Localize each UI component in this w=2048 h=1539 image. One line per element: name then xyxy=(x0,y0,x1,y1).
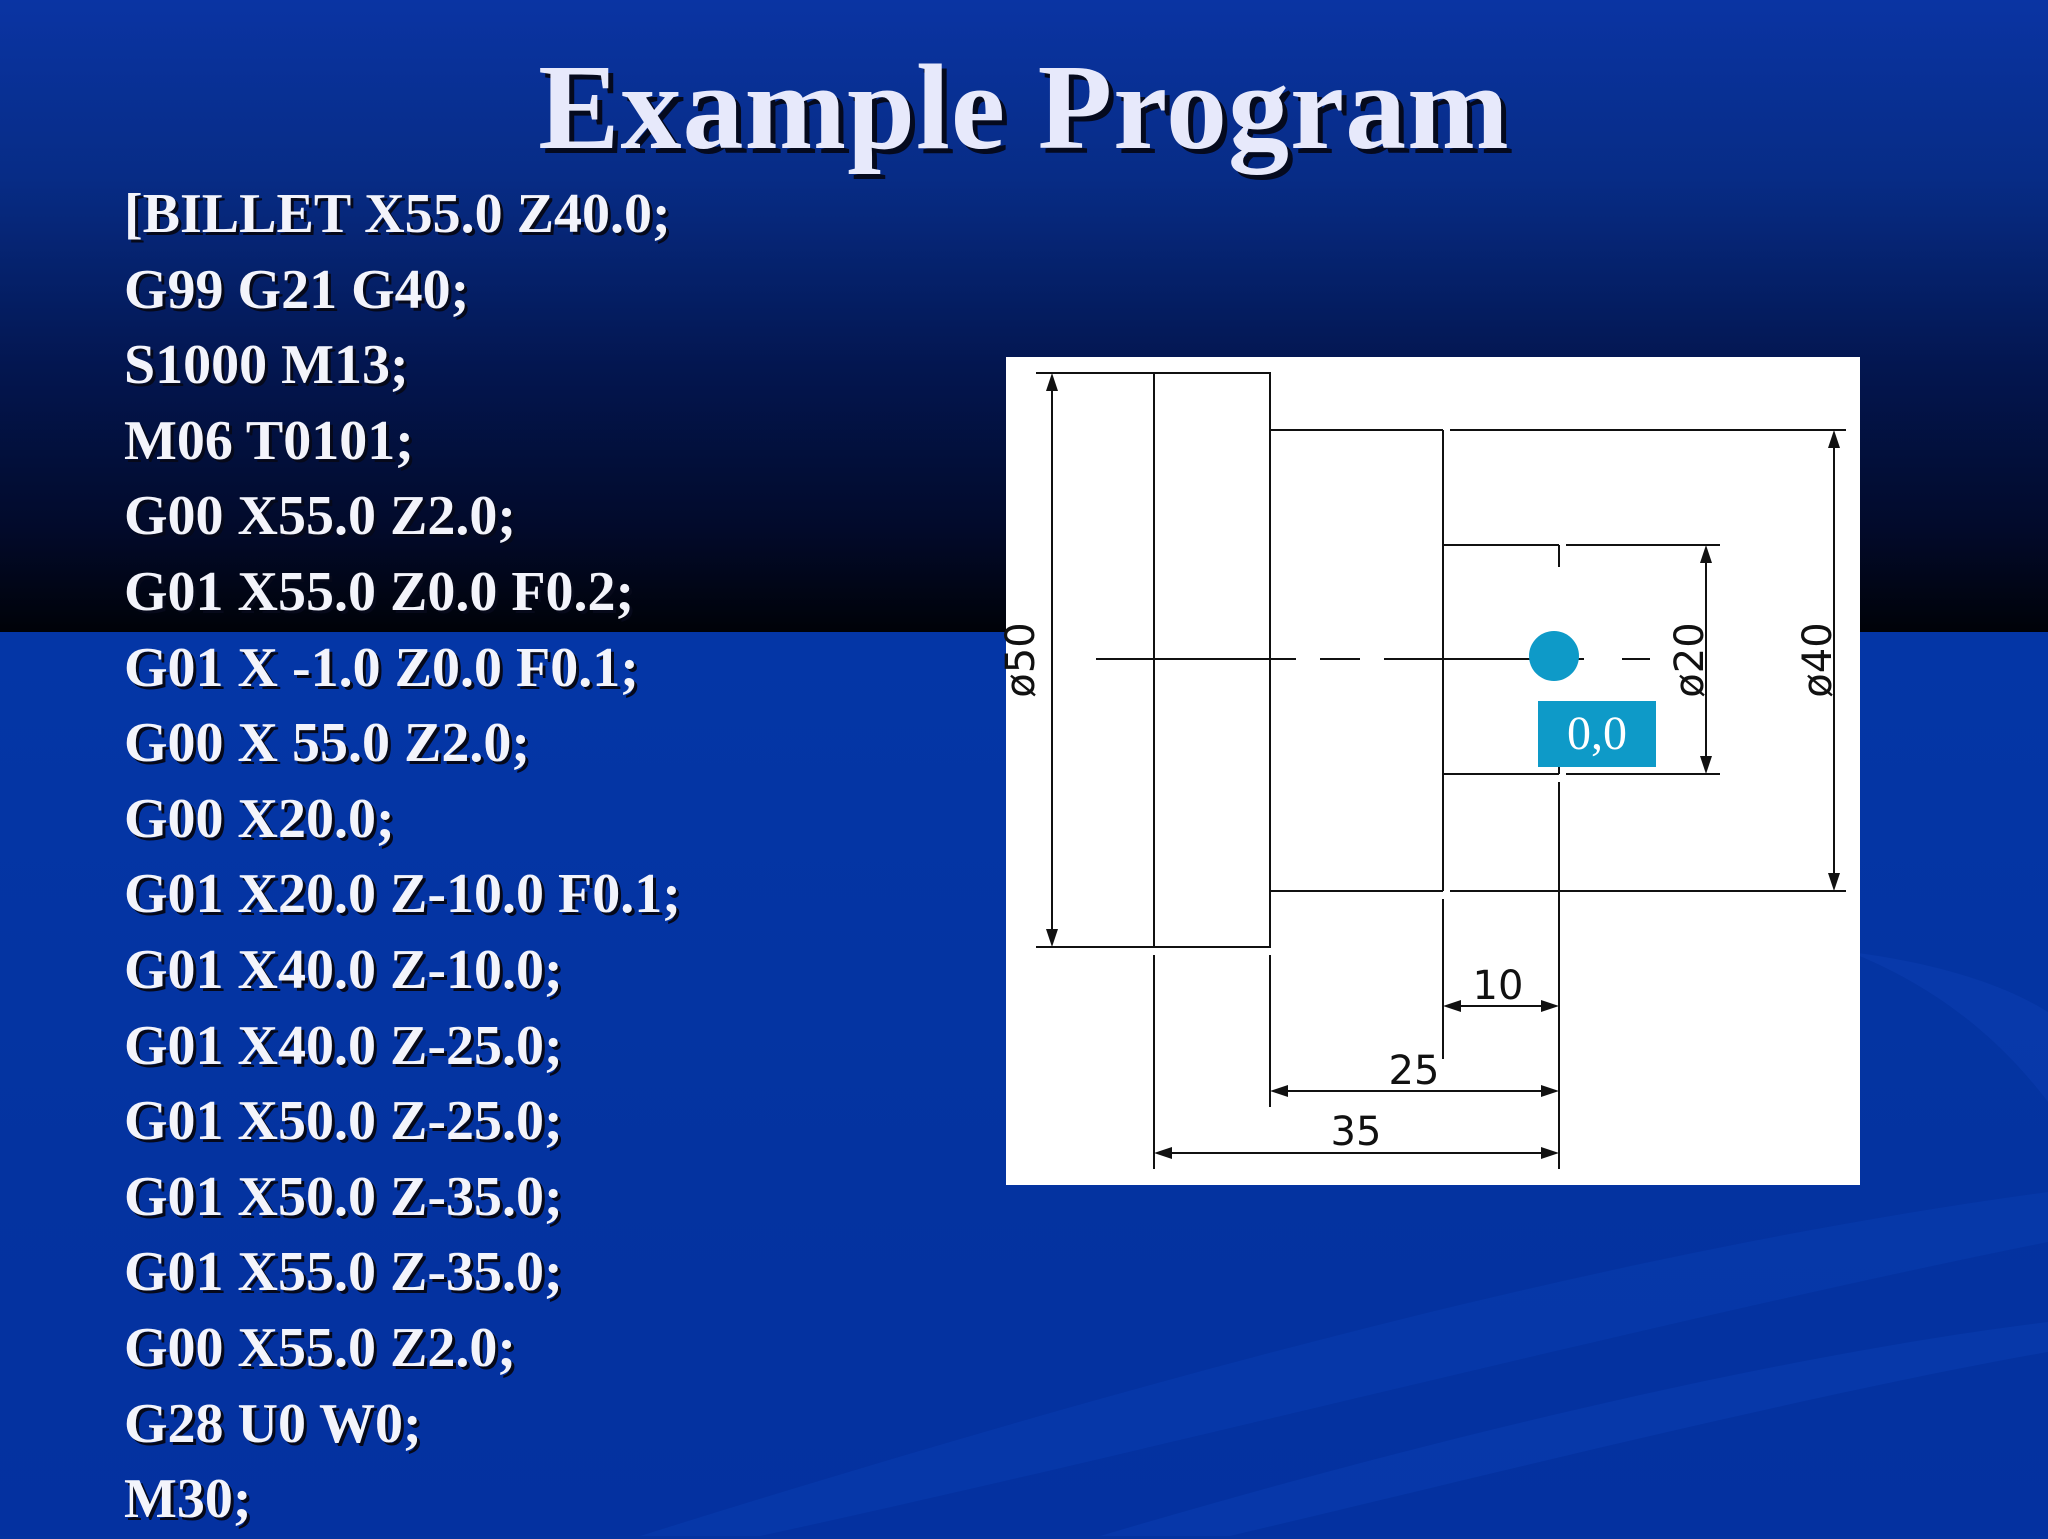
code-line: G00 X20.0; xyxy=(124,787,395,850)
code-line: G00 X55.0 Z2.0; xyxy=(124,485,516,548)
arrowhead xyxy=(1270,1085,1288,1097)
part-outline xyxy=(1036,373,1846,1169)
arrowhead xyxy=(1700,545,1712,563)
code-line: G01 X -1.0 Z0.0 F0.1; xyxy=(124,636,639,699)
arrowhead xyxy=(1046,373,1058,391)
dimension-label-25: 25 xyxy=(1388,1048,1440,1094)
code-line: G01 X50.0 Z-25.0; xyxy=(124,1090,563,1153)
arrowhead xyxy=(1443,1000,1461,1012)
arrowhead xyxy=(1828,430,1840,448)
origin-marker xyxy=(1529,631,1579,681)
code-line: G01 X20.0 Z-10.0 F0.1; xyxy=(124,863,681,926)
dimension-label-dia20: ø20 xyxy=(1667,622,1713,698)
code-line: S1000 M13; xyxy=(124,334,409,397)
origin-label: 0,0 xyxy=(1567,707,1627,760)
arrowhead xyxy=(1541,1000,1559,1012)
arrowhead xyxy=(1541,1085,1559,1097)
code-line: G00 X 55.0 Z2.0; xyxy=(124,712,530,775)
code-line: G99 G21 G40; xyxy=(124,258,470,321)
arrowhead xyxy=(1828,873,1840,891)
arrowhead xyxy=(1046,929,1058,947)
part-drawing-svg xyxy=(998,357,1860,1185)
dimension-label-10: 10 xyxy=(1472,963,1524,1009)
g-code-program-list xyxy=(124,178,681,1539)
code-line: [BILLET X55.0 Z40.0; xyxy=(124,183,671,245)
technical-drawing-panel xyxy=(998,357,1860,1185)
arrowhead xyxy=(1541,1147,1559,1159)
code-line: G01 X40.0 Z-25.0; xyxy=(124,1014,563,1077)
code-line: G00 X55.0 Z2.0; xyxy=(124,1316,516,1379)
code-line: G01 X55.0 Z-35.0; xyxy=(124,1241,563,1304)
slide-title: Example Program xyxy=(538,40,1510,175)
code-line: G01 X55.0 Z0.0 F0.2; xyxy=(124,560,635,623)
dimension-label-35: 35 xyxy=(1330,1109,1382,1155)
code-line: G01 X50.0 Z-35.0; xyxy=(124,1165,563,1228)
code-line: M06 T0101; xyxy=(124,409,414,472)
arrowhead xyxy=(1154,1147,1172,1159)
dimension-label-dia50: ø50 xyxy=(998,622,1044,698)
code-line: G01 X40.0 Z-10.0; xyxy=(124,938,563,1001)
arrowhead xyxy=(1700,756,1712,774)
code-line: G28 U0 W0; xyxy=(124,1392,422,1455)
dimension-label-dia40: ø40 xyxy=(1795,622,1841,698)
code-line: M30; xyxy=(124,1468,252,1531)
